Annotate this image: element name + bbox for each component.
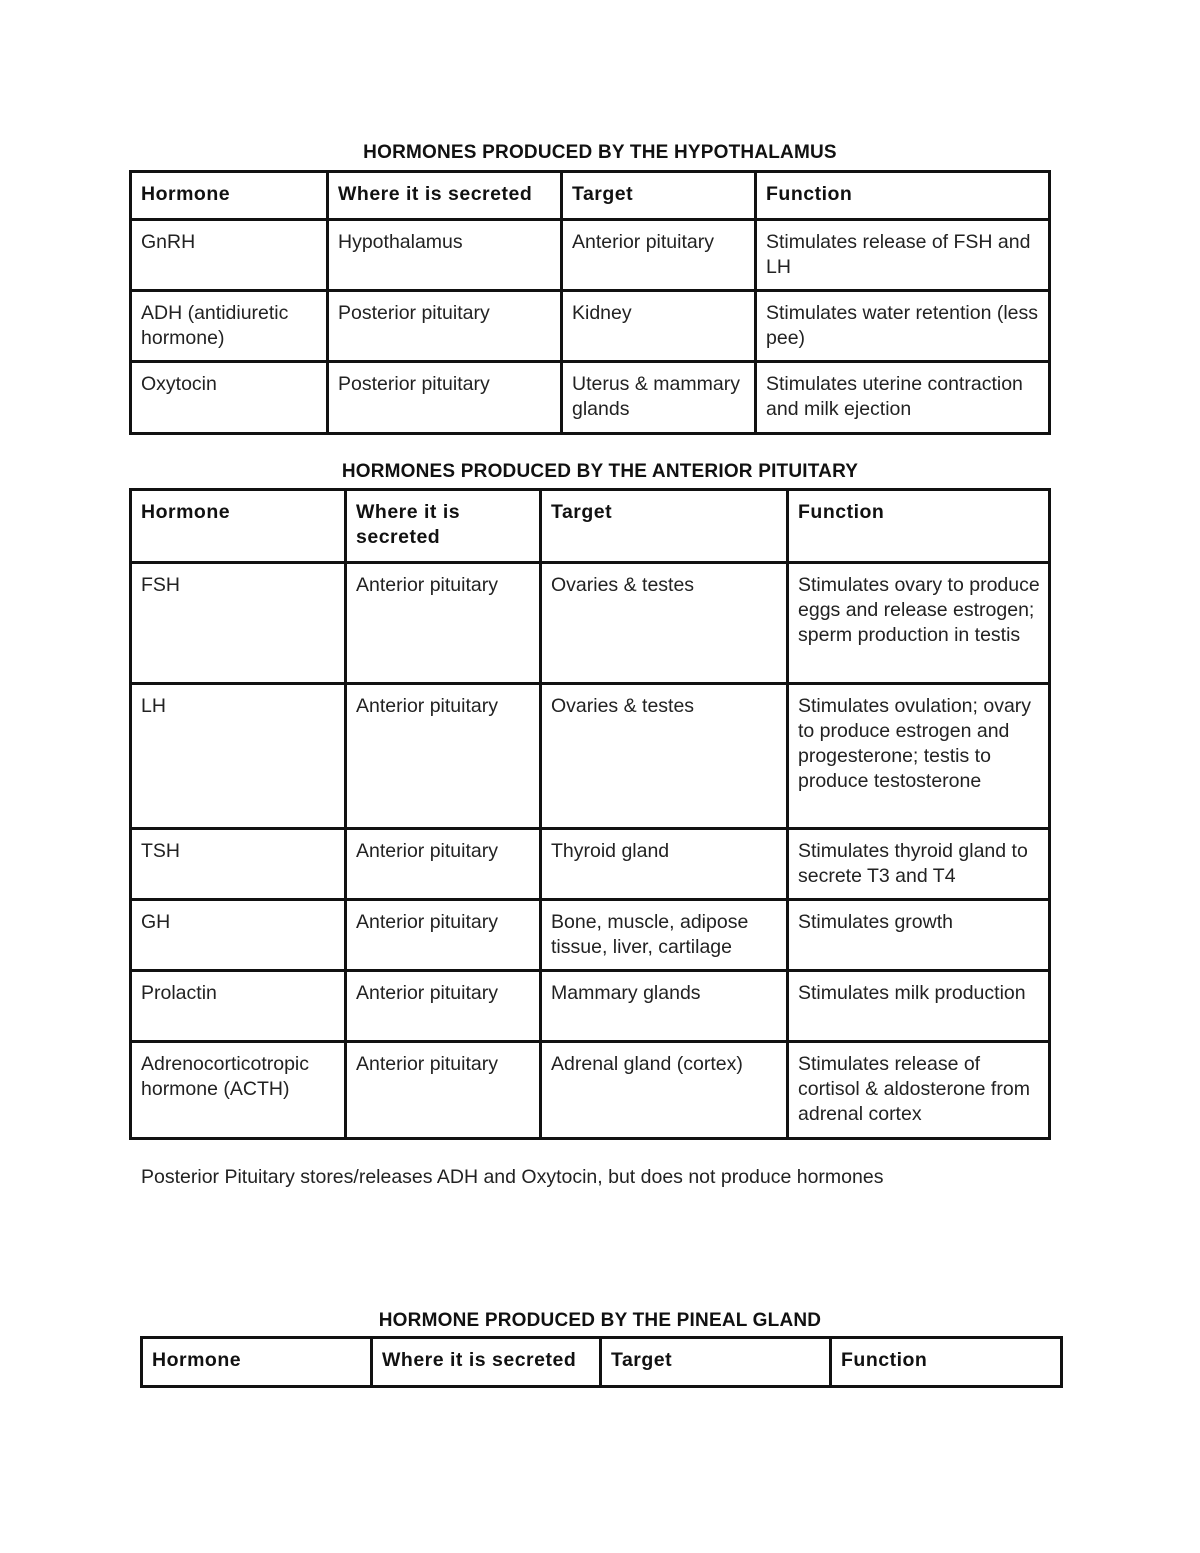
header-function: Function (756, 172, 1050, 220)
table-row (131, 362, 1050, 434)
header-where-secreted: Where it is secreted (372, 1338, 601, 1387)
cell-where-secreted: Anterior pituitary (346, 829, 541, 900)
cell-target: Adrenal gland (cortex) (541, 1042, 788, 1139)
table-row (131, 684, 1050, 829)
cell-function: Stimulates growth (788, 900, 1050, 971)
posterior-pituitary-note: Posterior Pituitary stores/releases ADH and Oxytocin, but does not produce hormones (141, 1166, 884, 1188)
hypothalamus-table (129, 170, 1051, 435)
anterior-pituitary-table (129, 488, 1051, 1140)
header-function: Function (831, 1338, 1062, 1387)
table-row (131, 220, 1050, 291)
cell-where-secreted: Anterior pituitary (346, 1042, 541, 1139)
cell-target: Thyroid gland (541, 829, 788, 900)
cell-hormone: Oxytocin (131, 362, 328, 434)
cell-target: Ovaries & testes (541, 563, 788, 684)
table-header-row (142, 1338, 1062, 1387)
header-target: Target (562, 172, 756, 220)
table-row (131, 1042, 1050, 1139)
cell-hormone: Prolactin (131, 971, 346, 1042)
table-header-row (131, 172, 1050, 220)
cell-hormone: TSH (131, 829, 346, 900)
header-function: Function (788, 490, 1050, 563)
cell-hormone: GnRH (131, 220, 328, 291)
table-row (131, 563, 1050, 684)
cell-target: Ovaries & testes (541, 684, 788, 829)
cell-function: Stimulates uterine contraction and milk ejection (756, 362, 1050, 434)
table-row (131, 900, 1050, 971)
header-hormone: Hormone (131, 490, 346, 563)
hypothalamus-title: HORMONES PRODUCED BY THE HYPOTHALAMUS (363, 142, 837, 163)
cell-target: Kidney (562, 291, 756, 362)
cell-target: Mammary glands (541, 971, 788, 1042)
cell-hormone: ADH (antidiuretic hormone) (131, 291, 328, 362)
cell-where-secreted: Anterior pituitary (346, 563, 541, 684)
cell-where-secreted: Anterior pituitary (346, 900, 541, 971)
cell-where-secreted: Posterior pituitary (328, 291, 562, 362)
anterior-pituitary-title: HORMONES PRODUCED BY THE ANTERIOR PITUITARY (341, 461, 859, 482)
cell-function: Stimulates ovulation; ovary to produce estrogen and progesterone; testis to produce testosterone (788, 684, 1050, 829)
header-target: Target (601, 1338, 831, 1387)
table-row (131, 971, 1050, 1042)
table-row (131, 291, 1050, 362)
cell-where-secreted: Anterior pituitary (346, 684, 541, 829)
cell-target: Anterior pituitary (562, 220, 756, 291)
cell-hormone: Adrenocorticotropic hormone (ACTH) (131, 1042, 346, 1139)
header-hormone: Hormone (142, 1338, 372, 1387)
cell-function: Stimulates ovary to produce eggs and release estrogen; sperm production in testis (788, 563, 1050, 684)
cell-hormone: LH (131, 684, 346, 829)
table-header-row (131, 490, 1050, 563)
cell-hormone: GH (131, 900, 346, 971)
cell-where-secreted: Posterior pituitary (328, 362, 562, 434)
header-where-secreted: Where it is secreted (346, 490, 541, 563)
header-hormone: Hormone (131, 172, 328, 220)
cell-function: Stimulates thyroid gland to secrete T3 and T4 (788, 829, 1050, 900)
cell-target: Bone, muscle, adipose tissue, liver, cartilage (541, 900, 788, 971)
header-target: Target (541, 490, 788, 563)
cell-function: Stimulates release of cortisol & aldosterone from adrenal cortex (788, 1042, 1050, 1139)
cell-target: Uterus & mammary glands (562, 362, 756, 434)
cell-function: Stimulates water retention (less pee) (756, 291, 1050, 362)
cell-hormone: FSH (131, 563, 346, 684)
pineal-title: HORMONE PRODUCED BY THE PINEAL GLAND (378, 1310, 822, 1331)
cell-where-secreted: Anterior pituitary (346, 971, 541, 1042)
cell-where-secreted: Hypothalamus (328, 220, 562, 291)
table-row (131, 829, 1050, 900)
cell-function: Stimulates milk production (788, 971, 1050, 1042)
header-where-secreted: Where it is secreted (328, 172, 562, 220)
pineal-table (140, 1336, 1063, 1388)
cell-function: Stimulates release of FSH and LH (756, 220, 1050, 291)
